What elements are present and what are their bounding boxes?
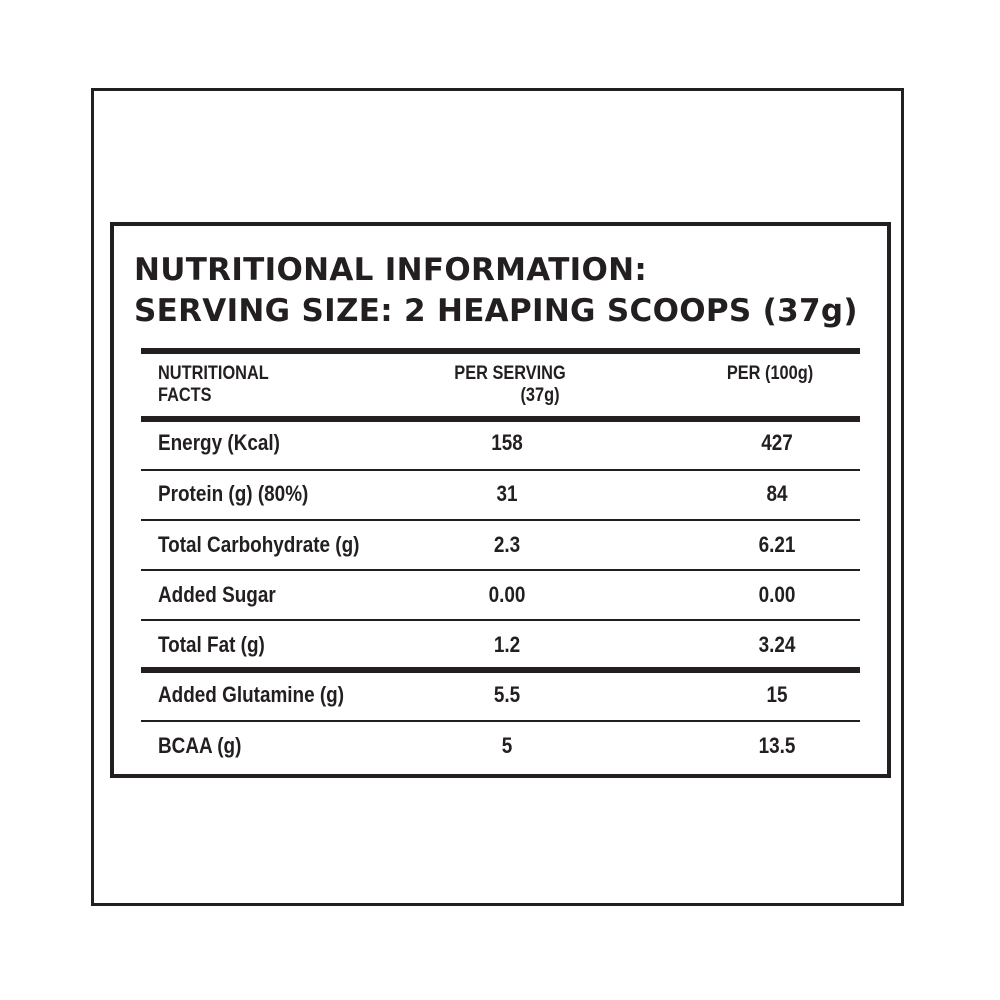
row-label-total-fat: Total Fat (g)	[158, 632, 265, 657]
row-divider	[141, 569, 860, 571]
label-title	[134, 250, 858, 332]
row-divider	[141, 469, 860, 471]
title-line-1: NUTRITIONAL INFORMATION:	[134, 252, 648, 288]
header-per-serving-weight: (37g)	[520, 385, 560, 406]
header-per-serving: PER SERVING	[454, 363, 566, 384]
row-label-glutamine: Added Glutamine (g)	[158, 682, 345, 707]
value-bcaa-per-serving: 5	[501, 733, 513, 758]
value-added-sugar-per-100g: 0.00	[758, 582, 796, 607]
value-carbohydrate-per-100g: 6.21	[758, 532, 796, 557]
header-top-rule	[141, 348, 860, 354]
value-total-fat-per-100g: 3.24	[758, 632, 796, 657]
value-protein-per-100g: 84	[766, 481, 788, 506]
row-label-carbohydrate: Total Carbohydrate (g)	[158, 532, 360, 557]
value-energy-per-serving: 158	[491, 430, 523, 455]
value-total-fat-per-serving: 1.2	[493, 632, 521, 657]
row-label-bcaa: BCAA (g)	[158, 733, 242, 758]
value-protein-per-serving: 31	[496, 481, 518, 506]
row-label-protein: Protein (g) (80%)	[158, 481, 309, 506]
value-added-sugar-per-serving: 0.00	[488, 582, 526, 607]
row-divider	[141, 519, 860, 521]
header-per-100g: PER (100g)	[726, 363, 814, 384]
serving-size-line: SERVING SIZE: 2 HEAPING SCOOPS (37g)	[134, 293, 858, 329]
row-label-added-sugar: Added Sugar	[158, 582, 276, 607]
row-divider	[141, 619, 860, 621]
value-energy-per-100g: 427	[761, 430, 793, 455]
header-bottom-rule	[141, 416, 860, 422]
header-nutritional-facts: NUTRITIONAL FACTS	[158, 363, 269, 406]
value-glutamine-per-serving: 5.5	[493, 682, 521, 707]
row-label-energy: Energy (Kcal)	[158, 430, 280, 455]
value-bcaa-per-100g: 13.5	[758, 733, 796, 758]
row-divider	[141, 720, 860, 722]
value-carbohydrate-per-serving: 2.3	[493, 532, 521, 557]
value-glutamine-per-100g: 15	[766, 682, 788, 707]
section-divider-rule	[141, 667, 860, 673]
